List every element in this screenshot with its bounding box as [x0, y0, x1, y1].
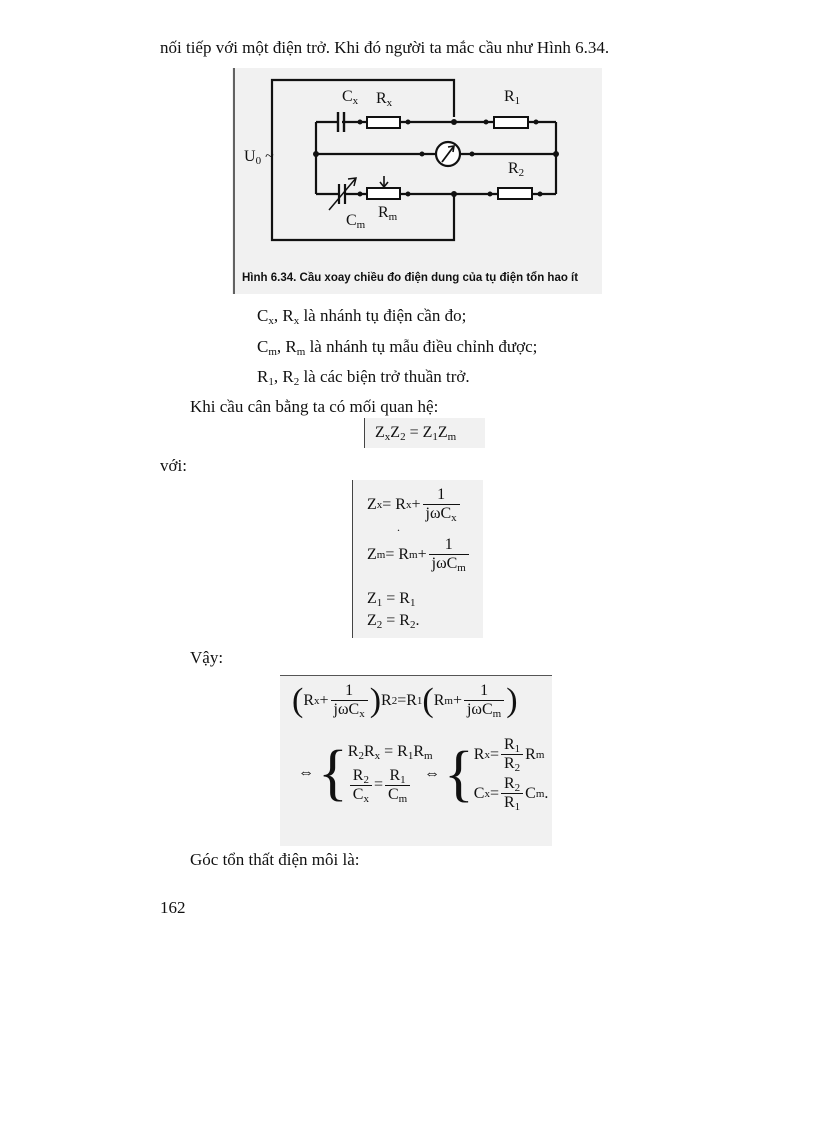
definition-line-2: $C_m$, $R_m$ là nhánh tụ mẫu điều chỉnh được;: [257, 337, 538, 358]
r1-label: $R_1$: [504, 88, 521, 107]
rx-label: $R_x$: [376, 90, 393, 109]
expanded-balance-equation: ( R x + $\frac{1}{j\omega C_x}$ ) R 2 = R 1 ( R m + $\frac{1}{j\omega C_m}$ ): [292, 681, 518, 720]
galvanometer: [436, 142, 460, 166]
figure-caption: Hình 6.34. Cầu xoay chiều đo điện dung của tụ điện tổn hao ít: [242, 272, 579, 284]
zx-equation: Z x = R x + $\frac{1}{j\omega C_x}$: [367, 486, 462, 523]
z2-equation: $Z_2 = R_2$.: [367, 612, 420, 631]
u0-label: $U_0$ ~: [244, 148, 274, 167]
balance-text: Khi cầu cân bằng ta có mối quan hệ:: [190, 397, 439, 416]
definition-line-3: $R_1$, $R_2$ là các biện trở thuần trở.: [257, 367, 470, 388]
cm-label: $C_m$: [346, 212, 366, 231]
rx-resistor: [367, 117, 400, 128]
circuit-diagram: [232, 68, 602, 294]
r2-resistor: [498, 188, 532, 199]
rm-label: $R_m$: [378, 204, 398, 223]
r2-label: $R_2$: [508, 160, 525, 179]
balance-equation: $Z_xZ_2 = Z_1Z_m$: [364, 418, 485, 448]
intro-text: nối tiếp với một điện trở. Khi đó người ta mắc cầu như Hình 6.34.: [160, 38, 610, 57]
definition-line-1: $C_x$, $R_x$ là nhánh tụ điện cần đo;: [257, 306, 467, 327]
equivalence-system-2: ⇔ { R x = $\frac{R_1}{R_2}$ R m C x = $\frac{R_2}{R_1}$ C m .: [424, 736, 549, 813]
therefore-text: Vậy:: [190, 648, 224, 667]
r1-resistor: [494, 117, 528, 128]
equivalence-system-1: ⇔ { $R_2R_x = R_1R_m$ $\frac{R_2}{C_x}$ = $\frac{R_1}{C_m}$: [298, 739, 433, 807]
loss-angle-text: Góc tổn thất điện môi là:: [190, 850, 360, 869]
rm-resistor: [367, 188, 400, 199]
rm-tap-arrow: [380, 176, 388, 187]
page-number: 162: [160, 898, 186, 917]
result-equations: [280, 675, 552, 846]
impedance-equations: [352, 480, 483, 638]
zm-equation: Z m = R m + $\frac{1}{j\omega C_m}$: [367, 536, 471, 573]
circuit-figure: [232, 68, 602, 294]
cx-label: $C_x$: [342, 88, 359, 107]
cx-capacitor: [338, 112, 344, 132]
stray-dot: .: [397, 520, 400, 534]
z1-equation: $Z_1 = R_1$: [367, 590, 416, 609]
with-text: với:: [160, 456, 187, 475]
